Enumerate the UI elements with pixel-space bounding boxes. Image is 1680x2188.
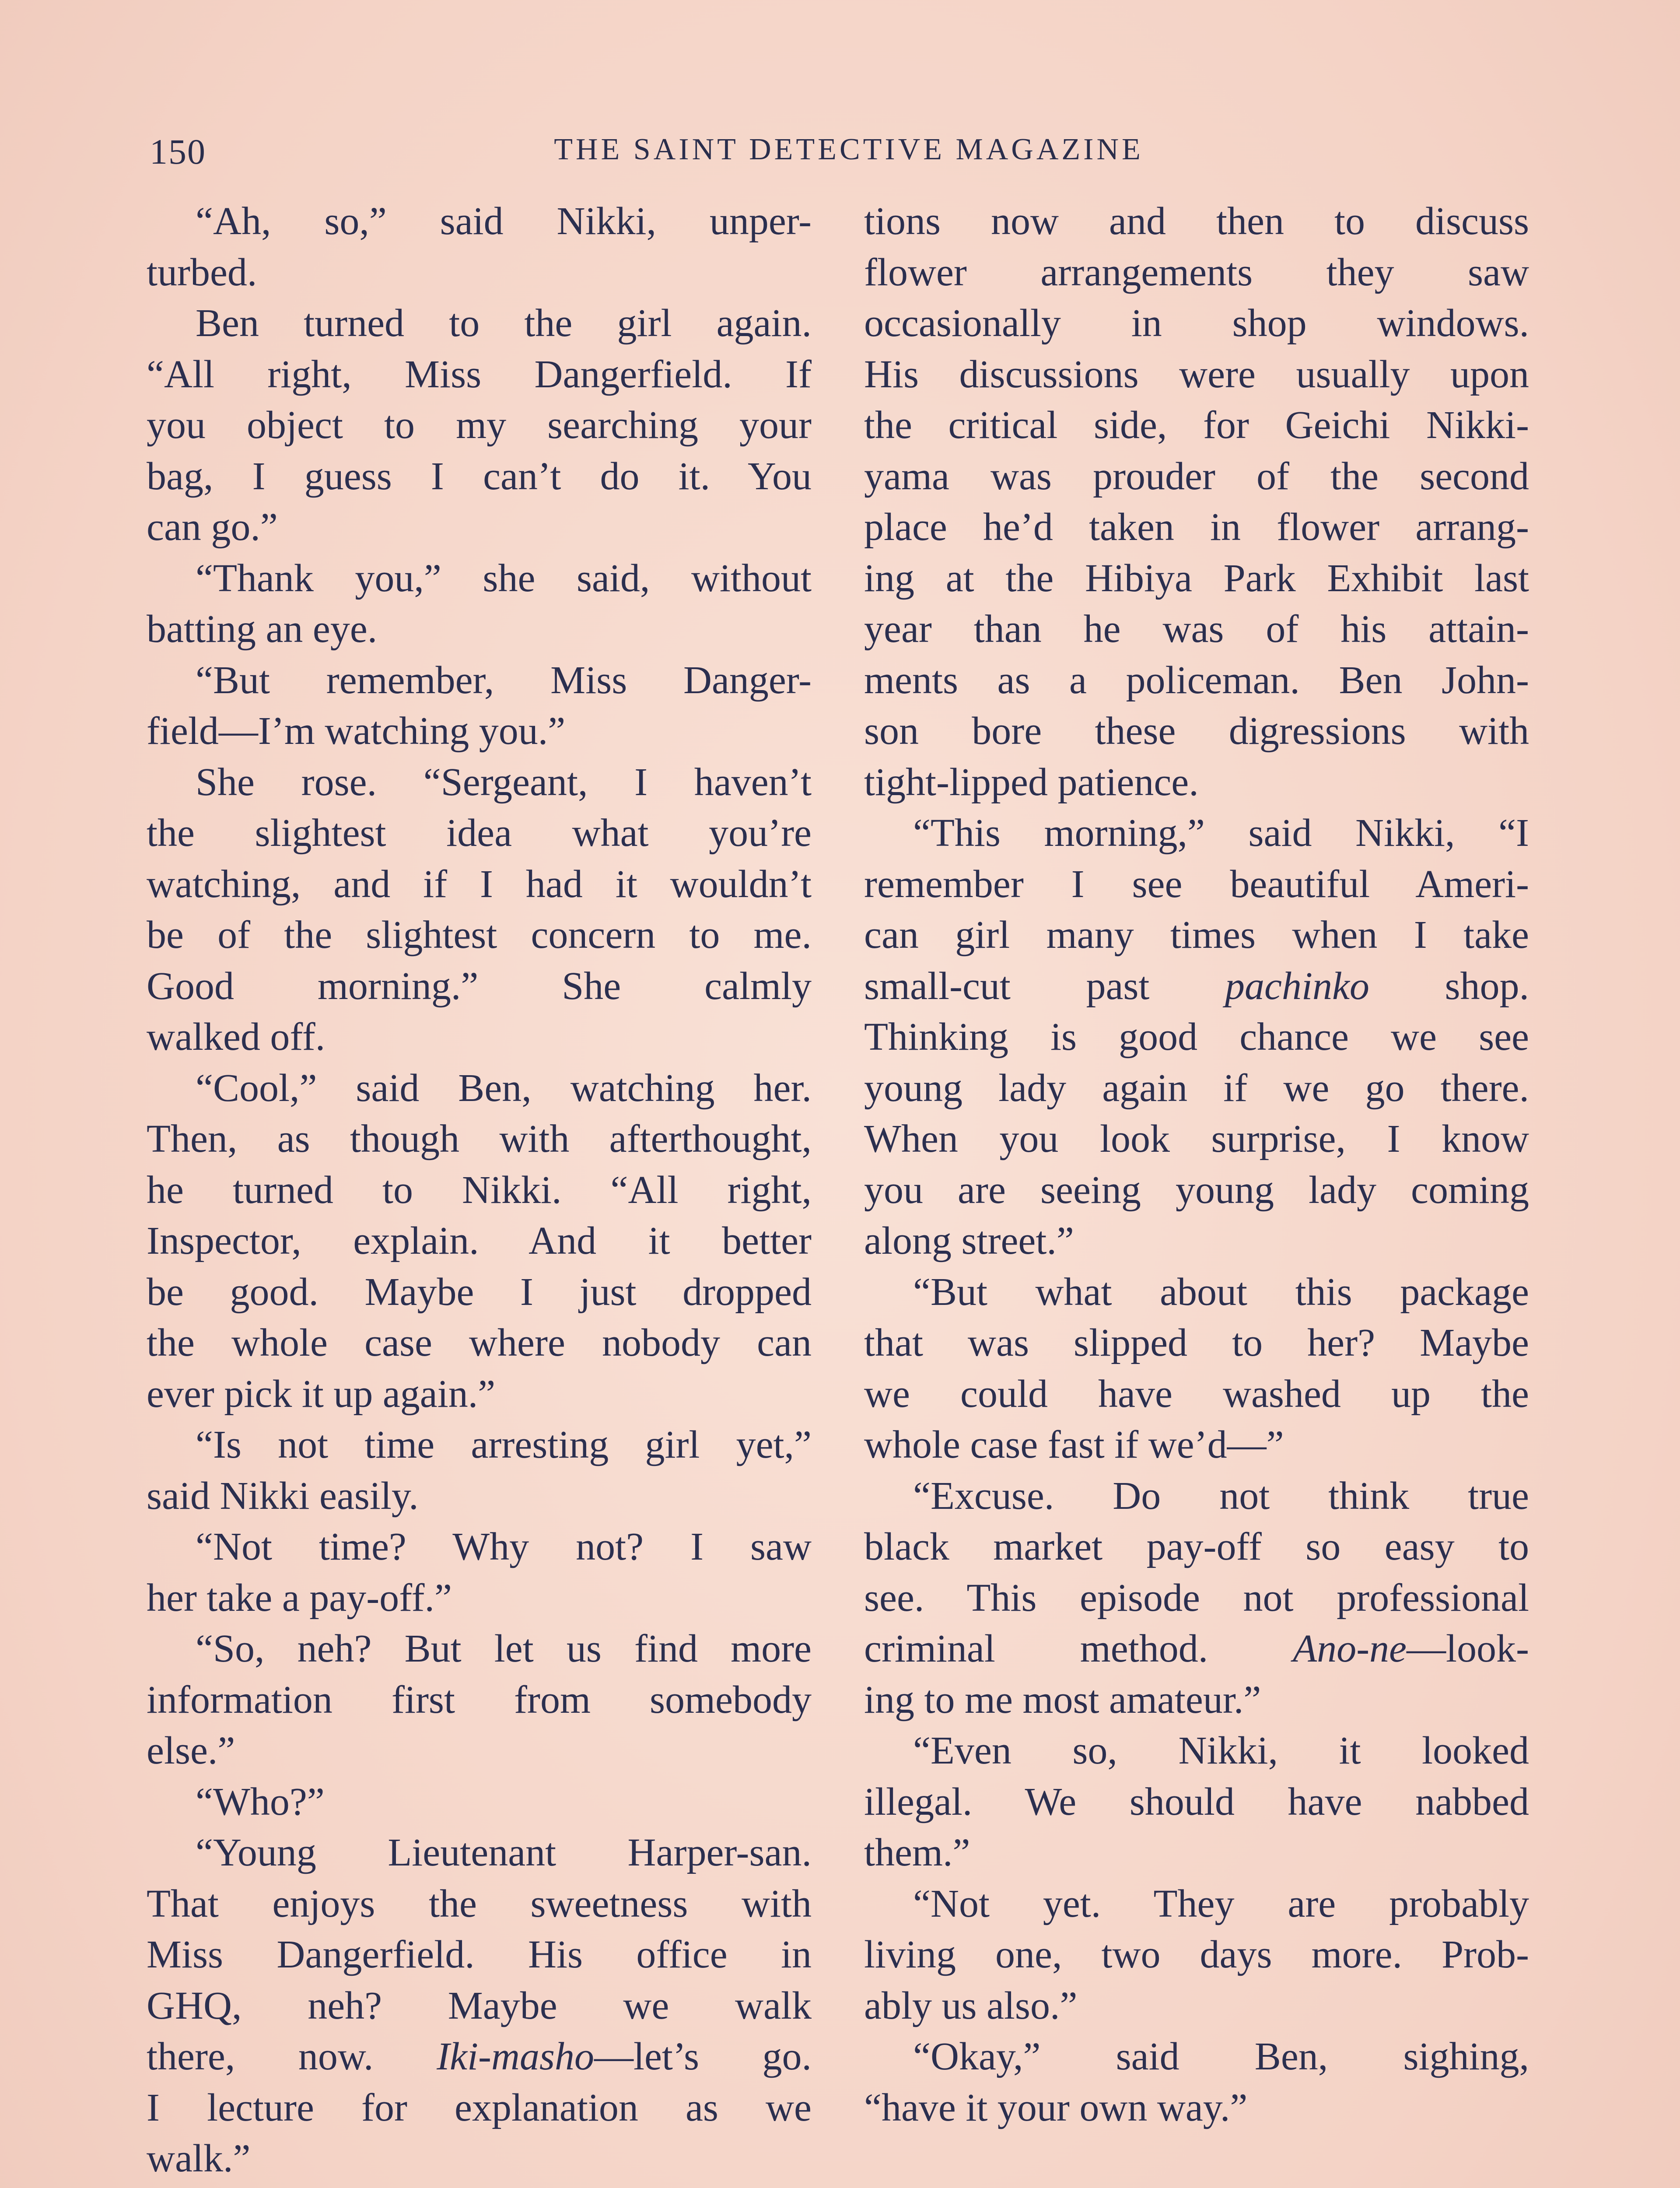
text-line: Thinking is good chance we see	[864, 1015, 1529, 1059]
text-line: the critical side, for Geichi Nikki-	[864, 403, 1529, 447]
paragraph	[864, 2184, 1529, 2188]
paragraph	[147, 1777, 812, 1828]
text-line: there, now. Iki-masho—let’s go.	[147, 2035, 812, 2078]
text-line: you are seeing young lady coming	[864, 1168, 1529, 1212]
text-line: ing at the Hibiya Park Exhibit last	[864, 556, 1529, 600]
text-line: Then, as though with afterthought,	[147, 1117, 812, 1161]
paragraph	[147, 655, 812, 757]
text-line: son bore these digressions with	[864, 709, 1529, 753]
text-line: along street.”	[864, 1219, 1074, 1262]
paragraph	[147, 1827, 812, 2184]
paragraph	[864, 196, 1529, 808]
text-line: illegal. We should have nabbed	[864, 1780, 1529, 1823]
text-line: small-cut past pachinko shop.	[864, 964, 1529, 1008]
text-line: the whole case where nobody can	[147, 1321, 812, 1364]
text-line: see. This episode not professional	[864, 1576, 1529, 1620]
text-line: flower arrangements they saw	[864, 250, 1529, 294]
text-line: “have it your own way.”	[864, 2086, 1248, 2129]
text-line: whole case fast if we’d—”	[864, 1423, 1284, 1466]
text-line: criminal method. Ano-ne—look-	[864, 1627, 1529, 1670]
page-header	[144, 128, 1536, 176]
text-line: That enjoys the sweetness with	[147, 1882, 812, 1925]
text-line: bag, I guess I can’t do it. You	[147, 454, 812, 498]
paragraph	[147, 1623, 812, 1777]
text-line: them.”	[864, 1831, 970, 1874]
paragraph	[864, 1471, 1529, 1726]
text-line: can girl many times when I take	[864, 913, 1529, 957]
text-line: he turned to Nikki. “All right,	[147, 1168, 812, 1212]
paragraph	[147, 298, 812, 553]
paragraph	[147, 2184, 812, 2188]
text-line: “Is not time arresting girl yet,”	[196, 1423, 812, 1466]
paragraph	[864, 2031, 1529, 2133]
text-line: field—I’m watching you.”	[147, 709, 566, 753]
text-line: said Nikki easily.	[147, 1474, 419, 1518]
text-line: black market pay-off so easy to	[864, 1525, 1529, 1568]
text-line: “Young Lieutenant Harper-san.	[196, 1831, 812, 1874]
text-line: “Okay,” said Ben, sighing,	[913, 2035, 1529, 2078]
text-line: you object to my searching your	[147, 403, 812, 447]
left-text-column	[147, 196, 812, 2188]
text-line: ments as a policeman. Ben John-	[864, 658, 1529, 702]
text-line: I lecture for explanation as we	[147, 2086, 812, 2129]
text-line: place he’d taken in flower arrang-	[864, 505, 1529, 549]
text-line: “Cool,” said Ben, watching her.	[196, 1066, 812, 1110]
text-line: ing to me most amateur.”	[864, 1678, 1261, 1722]
text-line: “So, neh? But let us find more	[196, 1627, 812, 1670]
text-line: ably us also.”	[864, 1984, 1078, 2027]
text-line: “But remember, Miss Danger-	[196, 658, 812, 702]
text-line: “Excuse. Do not think true	[913, 1474, 1529, 1518]
text-line: be of the slightest concern to me.	[147, 913, 812, 957]
text-line: living one, two days more. Prob-	[864, 1933, 1529, 1976]
right-text-column	[864, 196, 1529, 2188]
paragraph	[147, 1420, 812, 1522]
text-line: can go.”	[147, 505, 278, 549]
text-line: turbed.	[147, 250, 257, 294]
paragraph	[864, 1267, 1529, 1471]
running-title: THE SAINT DETECTIVE MAGAZINE	[554, 133, 1144, 166]
text-line: we could have washed up the	[864, 1372, 1529, 1416]
text-line: Ben turned to the girl again.	[196, 302, 812, 345]
text-line: “Not time? Why not? I saw	[196, 1525, 812, 1568]
text-line: batting an eye.	[147, 607, 378, 651]
text-line: “Who?”	[196, 1780, 325, 1823]
text-line: GHQ, neh? Maybe we walk	[147, 1984, 812, 2027]
text-line: “Ah, so,” said Nikki, unper-	[196, 200, 812, 243]
text-line: “But what about this package	[913, 1270, 1529, 1314]
text-line: “Not yet. They are probably	[913, 1882, 1529, 1925]
text-line: “Thank you,” she said, without	[196, 556, 812, 600]
text-line: ever pick it up again.”	[147, 1372, 496, 1416]
paragraph	[147, 196, 812, 298]
text-line	[864, 2184, 1529, 2188]
text-line	[147, 2184, 812, 2188]
text-line: young lady again if we go there.	[864, 1066, 1529, 1110]
paragraph	[147, 1522, 812, 1623]
text-line: her take a pay-off.”	[147, 1576, 452, 1620]
text-line: remember I see beautiful Ameri-	[864, 862, 1529, 906]
text-line: that was slipped to her? Maybe	[864, 1321, 1529, 1364]
paragraph	[147, 1063, 812, 1420]
text-line: yama was prouder of the second	[864, 454, 1529, 498]
page-number: 150	[150, 132, 206, 172]
paragraph	[147, 757, 812, 1063]
text-line: the slightest idea what you’re	[147, 811, 812, 855]
text-line: Inspector, explain. And it better	[147, 1219, 812, 1262]
text-line: be good. Maybe I just dropped	[147, 1270, 812, 1314]
text-line: Miss Dangerfield. His office in	[147, 1933, 812, 1976]
text-line: When you look surprise, I know	[864, 1117, 1529, 1161]
paragraph	[864, 1879, 1529, 2032]
text-line: “All right, Miss Dangerfield. If	[147, 352, 812, 396]
text-line: His discussions were usually upon	[864, 352, 1529, 396]
text-line: tight-lipped patience.	[864, 760, 1199, 804]
text-line: year than he was of his attain-	[864, 607, 1529, 651]
paragraph	[147, 553, 812, 655]
text-line: information first from somebody	[147, 1678, 812, 1722]
paragraph	[864, 1725, 1529, 1879]
text-line: occasionally in shop windows.	[864, 302, 1529, 345]
text-line: She rose. “Sergeant, I haven’t	[196, 760, 812, 804]
text-line: “Even so, Nikki, it looked	[913, 1729, 1529, 1772]
text-line: tions now and then to discuss	[864, 200, 1529, 243]
text-line: else.”	[147, 1729, 235, 1772]
text-line: “This morning,” said Nikki, “I	[913, 811, 1529, 855]
text-line: watching, and if I had it wouldn’t	[147, 862, 812, 906]
text-line: walk.”	[147, 2137, 251, 2180]
paragraph	[864, 808, 1529, 1267]
text-line: walked off.	[147, 1015, 326, 1059]
text-line: Good morning.” She calmly	[147, 964, 812, 1008]
